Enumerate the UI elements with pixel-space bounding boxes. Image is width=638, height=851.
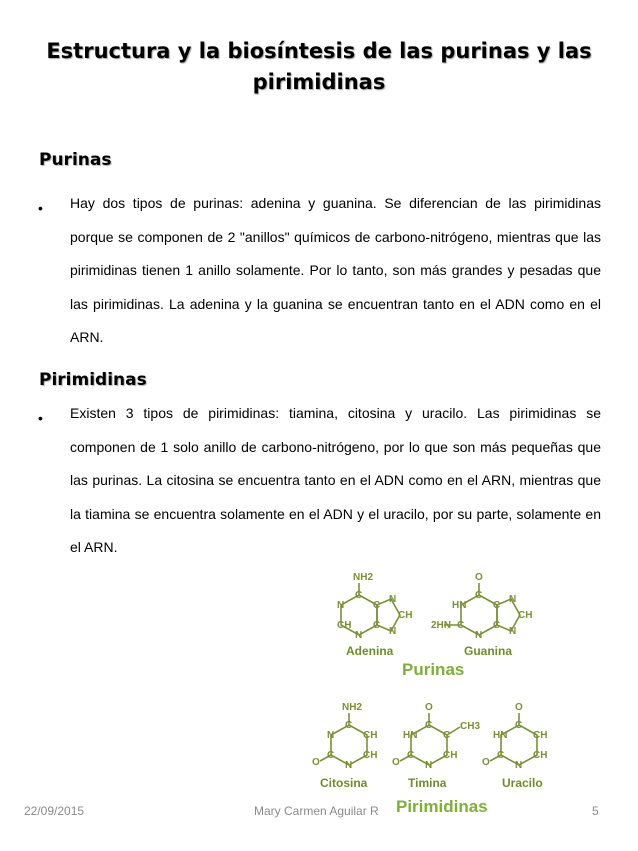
atom-label: C bbox=[373, 620, 381, 631]
footer-date: 22/09/2015 bbox=[24, 804, 85, 818]
section-heading-purinas: Purinas bbox=[39, 150, 112, 170]
atom-label: CH bbox=[363, 750, 378, 761]
atom-label: N bbox=[425, 760, 433, 771]
bullet-marker: • bbox=[38, 410, 43, 426]
atom-label: CH bbox=[533, 730, 548, 741]
atom-label: C bbox=[493, 600, 501, 611]
atom-label: N bbox=[337, 600, 345, 611]
bases-nitrogenadas-figure bbox=[304, 567, 564, 823]
atom-label: HN bbox=[452, 600, 467, 611]
atom-label: N bbox=[509, 626, 517, 637]
atom-label: C bbox=[475, 590, 483, 601]
uracilo-label: Uracilo bbox=[502, 776, 543, 790]
page-title: Estructura y la biosíntesis de las purinas y las pirimidinas bbox=[46, 39, 592, 94]
atom-label: N bbox=[327, 730, 335, 741]
atom-label: CH bbox=[398, 610, 413, 621]
atom-label: HN bbox=[403, 730, 418, 741]
citosina-label: Citosina bbox=[320, 776, 368, 790]
atom-label: CH bbox=[363, 730, 378, 741]
atom-label: NH2 bbox=[342, 702, 363, 713]
atom-label: C bbox=[457, 620, 465, 631]
timina-label: Timina bbox=[408, 776, 447, 790]
atom-label: CH bbox=[337, 620, 352, 631]
molecule-diagram bbox=[304, 567, 564, 823]
atom-label: C bbox=[355, 590, 363, 601]
atom-label: N bbox=[345, 760, 353, 771]
atom-label: C bbox=[497, 750, 505, 761]
atom-label: CH bbox=[518, 610, 533, 621]
atom-label: N bbox=[515, 760, 523, 771]
atom-label: N bbox=[355, 630, 363, 641]
atom-label: O bbox=[392, 757, 400, 768]
atom-label: O bbox=[425, 702, 433, 713]
atom-label: N bbox=[389, 594, 397, 605]
atom-label: O bbox=[482, 757, 490, 768]
atom-label: CH bbox=[533, 750, 548, 761]
atom-label: O bbox=[475, 572, 483, 583]
atom-label: C bbox=[345, 720, 353, 731]
atom-label: NH2 bbox=[353, 572, 374, 583]
atom-label: 2HN bbox=[431, 620, 452, 631]
footer-author: Mary Carmen Aguilar R bbox=[254, 804, 379, 818]
atom-label: C bbox=[515, 720, 523, 731]
atom-label: O bbox=[312, 757, 320, 768]
atom-label: C bbox=[327, 750, 335, 761]
adenina-label: Adenina bbox=[346, 644, 394, 658]
atom-label: O bbox=[515, 702, 523, 713]
atom-label: CH bbox=[443, 750, 458, 761]
atom-label: CH3 bbox=[460, 721, 481, 732]
atom-label: HN bbox=[493, 730, 508, 741]
pirimidinas-paragraph: Existen 3 tipos de pirimidinas: tiamina, citosina y uracilo. Las pirimidinas se componen de 1 solo anillo de carbono-nitrógeno, por lo que son más pequeñas que las purinas. La citosina se encuentra tanto en el ADN como en el ARN, mientras que la tiamina se encuentra solamente en el ADN y el uracilo, por su parte, solamente en el ARN. bbox=[70, 405, 601, 555]
atom-label: C bbox=[425, 720, 433, 731]
pirimidinas-group-label: Pirimidinas bbox=[396, 797, 488, 816]
atom-label: C bbox=[493, 620, 501, 631]
atom-label: C bbox=[443, 730, 451, 741]
atom-label: C bbox=[407, 750, 415, 761]
atom-label: C bbox=[373, 600, 381, 611]
purinas-paragraph: Hay dos tipos de purinas: adenina y guanina. Se diferencian de las pirimidinas porque se componen de 2 "anillos" químicos de carbono-nitrógeno, mientras que las pirimidinas tienen 1 anillo solamente. Por lo tanto, son más grandes y pesadas que las pirimidinas. La adenina y la guanina se encuentran tanto en el ADN como en el ARN. bbox=[70, 195, 601, 345]
atom-label: N bbox=[509, 594, 517, 605]
atom-label: N bbox=[389, 626, 397, 637]
guanina-label: Guanina bbox=[464, 644, 513, 658]
bullet-marker: • bbox=[38, 200, 43, 216]
atom-label: N bbox=[475, 630, 483, 641]
purinas-group-label: Purinas bbox=[402, 660, 465, 679]
footer-page-number: 5 bbox=[592, 804, 599, 818]
section-heading-pirimidinas: Pirimidinas bbox=[39, 370, 147, 390]
